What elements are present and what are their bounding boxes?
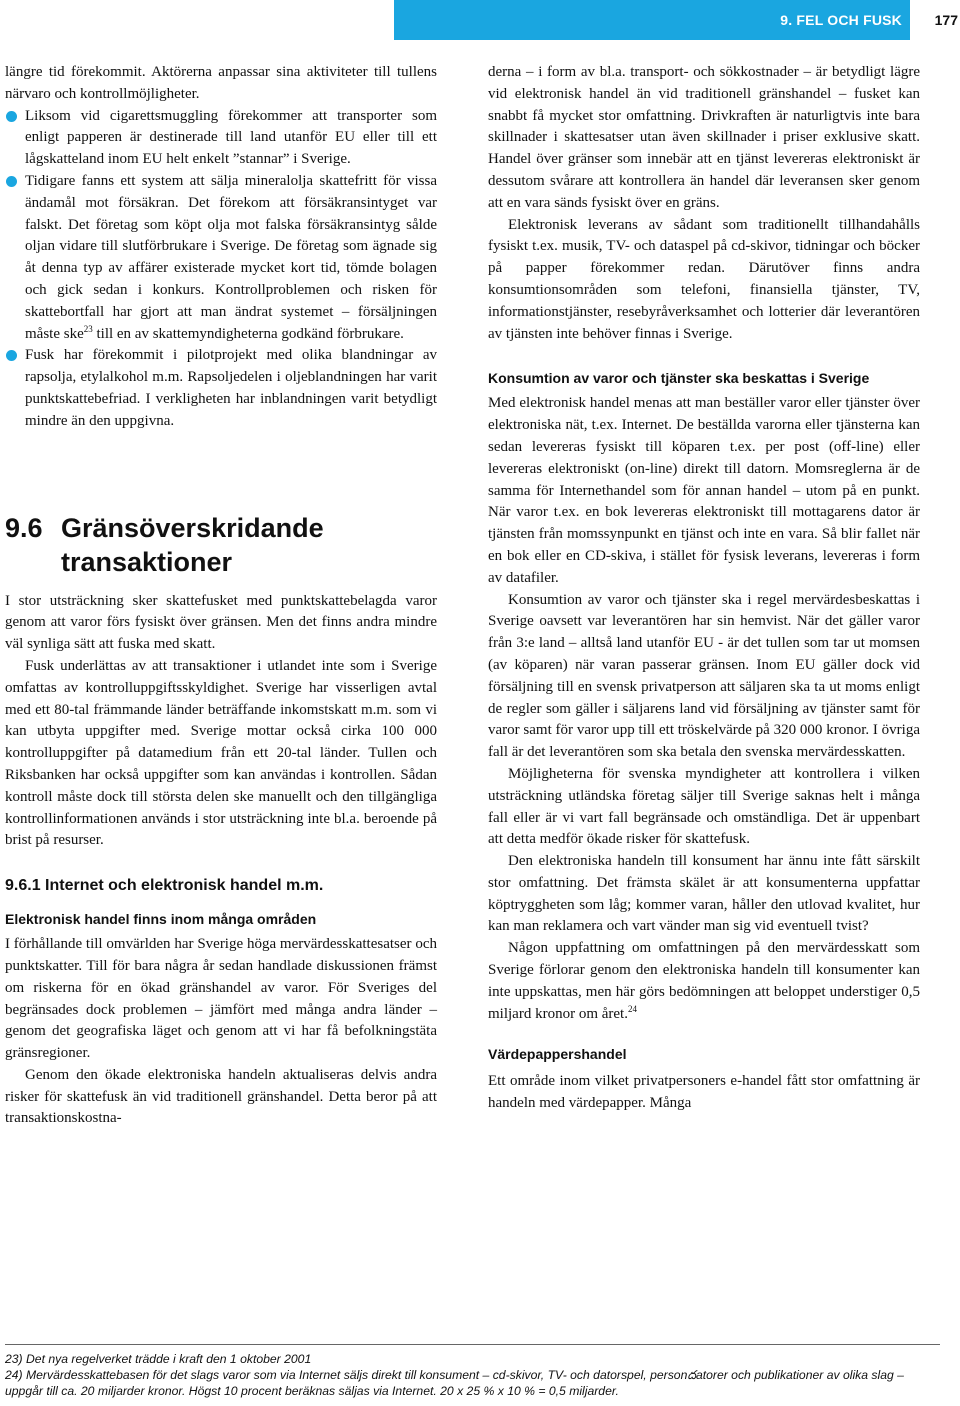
subsection-heading: 9.6.1 Internet och elektronisk handel m.m. bbox=[5, 877, 324, 895]
bullet-item bbox=[5, 171, 437, 345]
header-bar bbox=[394, 0, 910, 40]
paragraph: Med elektronisk handel menas att man beställer varor eller tjänster över elektroniska nät, t.ex. Internet. De beställda varorna eller tjänsterna kan sedan levereras fysiskt till köparen t.ex. per post (off-line) eller levereras elektroniskt (on-line) direkt till datorn. Momsreglerna är de samma för Internethandel som för annan handel – utom på en punkt. När varor t.ex. en bok levereras elektroniskt till mottagarens dator är tjänsten från momssynpunkt en tjänst och inte en vara. Så blir fallet när en bok eller en CD-skiva, i stället för fysisk leverans, levereras i form av datafiler. bbox=[488, 395, 920, 586]
section-heading bbox=[5, 511, 437, 579]
paragraph: Ett område inom vilket privatpersoners e-handel fått stor omfattning är handeln med värdepapper. Många bbox=[488, 1073, 920, 1112]
paragraph-text: Någon uppfattning om omfattningen på den mervärdesskatt som Sverige förlorar genom den elektroniska handeln till konsumenter kan inte uppskattas, men här görs bedömningen att beloppet understiger 0,5 miljard kronor om året. bbox=[488, 940, 920, 1022]
subsection-paragraph: I förhållande till omvärlden har Sverige höga mervärdesskattesatser och punktskatter. Till för bara några år sedan handlade diskussionen främst om riskerna för en ökad gränshandel av varor. För Sveriges del begränsades dock problemen – jämfört med många andra länder – genom det geografiska läget och genom att vi har få befolkningstäta gränsregioner. bbox=[5, 936, 437, 1062]
footnote: 23) Det nya regelverket trädde i kraft den 1 oktober 2001 bbox=[5, 1352, 312, 1366]
paragraph: Den elektroniska handeln till konsument har ännu inte fått särskilt stor omfattning. Det främsta skälet är att konsumenterna uppfattar köptryggheten som låg; kommer varan, håller den utlovad kvalitet, hur kan man reklamera och vart vänder man sig vid eventuell tvist? bbox=[488, 853, 920, 935]
subheading: Elektronisk handel finns inom många områden bbox=[5, 911, 317, 928]
bullet-item bbox=[5, 345, 437, 432]
subsection-paragraph: Genom den ökade elektroniska handeln aktualiseras delvis andra risker för skattefusk än vid traditionell gränshandel. Detta beror på att transaktionskostna- bbox=[5, 1066, 437, 1127]
paragraph: Elektronisk leverans av sådant som traditionellt tillhandahålls fysiskt t.ex. musik, TV- och dataspel på cd-skivor, tidningar och böcker på papper förekommer redan. Därutöver finns andra konsumtionsområden som telefoni, finansiella tjänster, TV, informationstjänster, resebyråverksamhet och lotterier där leverantören av tjänsten inte behöver finnas i Sverige. bbox=[488, 216, 920, 342]
footnotes bbox=[5, 1344, 940, 1399]
subheading: Konsumtion av varor och tjänster ska beskattas i Sverige bbox=[488, 370, 870, 387]
section-paragraph: Fusk underlättas av att transaktioner i utlandet inte som i Sverige omfattas av kontrolluppgiftsskyldighet. Sverige har visserligen avtal med ett 80-tal främmande länder beträffande inkomstskatt m.m. som vi kan utbyta uppgifter med. Sverige mottar också cirka 100 000 kontrolluppgifter på datamedium från ett 20-tal länder. Tullen och Riksbanken har också uppgifter som kan användas i kontrollen. Sådan kontroll måste dock till största delen ske manuellt och den tillgängliga kontrollinformationen används i stor utsträckning inte bl.a. beroende på brist på resurser. bbox=[5, 657, 437, 849]
section-title-line2: transaktioner bbox=[61, 546, 233, 577]
bullet-item bbox=[5, 106, 437, 171]
left-column bbox=[5, 62, 437, 1130]
paragraph: Konsumtion av varor och tjänster ska i regel mervärdesbeskattas i Sverige oavsett var leverantören har sin hemvist. När det gäller varor från 3:e land – alltså land utanför EU - är det tullen som tar ut momsen (av köparen) när varan passerar gränsen. Inom EU gäller dock vid försäljning till en svensk privatperson att säljaren ska ta ut moms enligt de regler som gäller i säljarens land vid försäljning av tjänster samt för varor samt för varor upp till ett tröskelvärde på 320 000 kronor. I övriga fall är det leverantören som ska betala den svenska mervärdesskatten. bbox=[488, 591, 920, 761]
paragraph: Möjligheterna för svenska myndigheter att kontrollera i vilken utsträckning utländska företag säljer till Sverige saknas helt i många fall eller är vi vart fall begränsade och omständliga. Det är uppenbart att detta medför ökade risker för skattefusk. bbox=[488, 765, 920, 848]
right-column bbox=[488, 62, 920, 1115]
intro-paragraph: längre tid förekommit. Aktörerna anpassar sina aktiviteter till tullens närvaro och kontrollmöjligheter. bbox=[5, 64, 437, 102]
subheading: Värdepappershandel bbox=[488, 1046, 627, 1063]
footnote-ref: 24 bbox=[627, 1003, 637, 1014]
section-number: 9.6 bbox=[5, 512, 43, 543]
bullet-text: Liksom vid cigarettsmuggling förekommer att transporter som enligt papperen är destinerade till land utanför EU eller till ett lågskatteland inom EU helt enkelt ”stannar” i Sverige. bbox=[25, 107, 437, 168]
section-paragraph: I stor utsträckning sker skattefusket med punktskattebelagda varor genom att varor förs fysiskt över gränsen. Men det finns andra mindre väl synliga sätt att fuska med skatt. bbox=[5, 592, 437, 653]
section-title-line1: Gränsöverskridande bbox=[61, 512, 324, 543]
bullet-dot-icon bbox=[6, 350, 17, 361]
footnote-ref: 23 bbox=[83, 323, 93, 334]
bullet-text: Tidigare fanns ett system att sälja mineralolja skattefritt för vissa ändamål mot försäkran. Det förekom att försäkransintyget var falskt. Det företag som köpt olja mot falska försäkransintyg sålde oljan vidare till slutförbrukare i Sverige. De företag som ägnade sig åt denna typ av affärer existerade mycket kort tid, tömde bolagen och gick sedan i konkurs. Kontrollproblemen och risken för skattebortfall har gjort att man ändrat systemet – försäljningen måste ske bbox=[25, 172, 437, 342]
footnote: 24) Mervärdesskattebasen för det slags varor som via Internet säljs direkt till konsument – cd-skivor, TV- och datorspel, personదatorer och publikationer av olika slag – uppgår till ca. 20 miljarder kronor. Högst 10 procent beräknas säljas via Internet. 20 x 25 % x 10 % = 0,5 miljarder. bbox=[5, 1368, 904, 1398]
page-number: 177 bbox=[934, 12, 958, 28]
chapter-title: 9. FEL OCH FUSK bbox=[780, 12, 902, 28]
paragraph bbox=[488, 938, 920, 1025]
bullet-text: Fusk har förekommit i pilotprojekt med olika blandningar av rapsolja, etylalkohol m.m. Rapsoljedelen i oljeblandningen har varit punktskattebefriad. I verkligheten har inblandningen varit betydligt mindre än den uppgivna. bbox=[25, 347, 437, 429]
paragraph: derna – i form av bl.a. transport- och sökkostnader – är betydligt lägre vid elektronisk handel än vid traditionell gränshandel – fusket kan snabbt få mycket stor omfattning. Drivkraften är naturligtvis inte bara skillnader i skattesatser utan även skillnader i priser exklusive skatt. Handel över gränser som innebär att en tjänst levereras elektroniskt är dessutom svårare att kontrollera än handel där leveransen sker genom att en vara sänds fysiskt över en gräns. bbox=[488, 64, 920, 211]
bullet-dot-icon bbox=[6, 111, 17, 122]
bullet-dot-icon bbox=[6, 176, 17, 187]
bullet-text-tail: till en av skattemyndigheterna godkänd förbrukare. bbox=[92, 325, 404, 342]
